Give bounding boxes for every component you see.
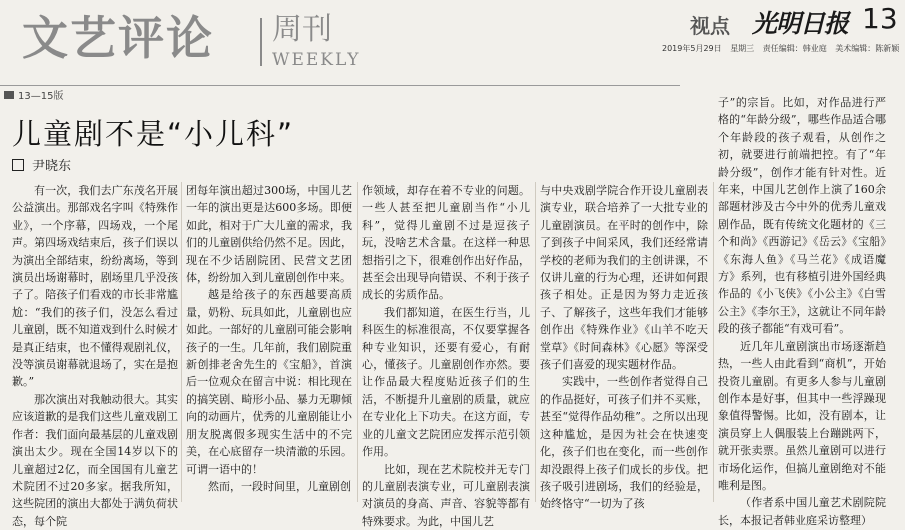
masthead-weekly-en: WEEKLY (272, 50, 360, 70)
column-divider (181, 182, 182, 502)
paragraph: 近几年儿童剧演出市场逐渐趋热，一些人由此看到“商机”，开始投资儿童剧。有更多人参与儿童剧创作本是好事，但其中一些浮躁现象值得警惕。比如，没有剧本，让演员穿上人偶服装上台蹦跳两下，就开张卖票。虽然儿童剧可以进行市场化运作，但搞儿童剧绝对不能唯利是图。 (718, 338, 886, 495)
paragraph: 我们都知道，在医生行当，儿科医生的标准很高，不仅要掌握各种专业知识，还要有爱心，有耐心，懂孩子。儿童剧创作亦然。要让作品最大程度贴近孩子们的生活，不断提升儿童剧的质量，就应在专业化上下功夫。在这方面，专业的儿童文艺院团应发挥示范引领作用。 (362, 304, 530, 461)
paragraph: 那次演出对我触动很大。其实应该道歉的是我们这些儿童戏剧工作者：我们面向最基层的儿童戏剧演出太少。现在全国14岁以下的儿童超过2亿，而全国国有儿童艺术院团不过20多家。据我所知，这些院团的演出大都处于满负荷状态，每个院 (12, 391, 178, 530)
paragraph: 有一次，我们去广东茂名开展公益演出。那部戏名字叫《特殊作业》，一个序幕，四场戏，一个尾声。第四场戏结束后，孩子们误以为演出全部结束，纷纷离场，等到演员出场谢幕时，剧场里几乎没孩子了。陪孩子们看戏的市长非常尴尬：“我们的孩子们，没怎么看过儿童剧，既不知道戏到什么时候才是真正结束，也不懂得观剧礼仪，没等演员谢幕就退场了，实在是抱歉。” (12, 182, 178, 391)
masthead-title: 文艺评论 (22, 10, 214, 66)
page-range-tag (4, 87, 63, 102)
page-number: 13 (862, 2, 898, 35)
article-column-4 (540, 182, 708, 502)
paragraph: 然而，一段时间里，儿童剧创 (186, 478, 352, 495)
byline-box-icon (12, 159, 24, 171)
paragraph: 比如，现在艺术院校并无专门的儿童剧表演专业，可儿童剧表演对演员的身高、声音、容貌等都有特殊要求。为此，中国儿艺 (362, 461, 530, 530)
article-author: 尹晓东 (32, 159, 71, 174)
column-divider (713, 182, 714, 502)
section-label: 视点 (690, 10, 730, 39)
issue-weekday: 星期三 (730, 44, 754, 53)
page-range-marker-icon (4, 91, 14, 99)
page-range-label: 13—15版 (18, 87, 63, 102)
paragraph: 团每年演出超过300场，中国儿艺一年的演出更是达600多场。即便如此，相对于广大儿童的需求，我们的儿童剧供给仍然不足。因此，现在不少话剧院团、民营文艺团体，纷纷加入到儿童剧创作中来。 (186, 182, 352, 286)
paragraph: 作领域，却存在着不专业的问题。一些人甚至把儿童剧当作“小儿科”，觉得儿童剧不过是逗孩子玩，没啥艺术含量。在这样一种思想指引之下，很难创作出好作品，甚至会出现导向错误、不利于孩子成长的劣质作品。 (362, 182, 530, 304)
author-note: （作者系中国儿童艺术剧院院长，本报记者韩业庭采访整理） (718, 494, 886, 529)
paragraph: 越是给孩子的东西越要高质量，奶粉、玩具如此，儿童剧也应如此。一部好的儿童剧可能会影响孩子的一生。几年前，我们剧院重新创排老舍先生的《宝船》，首演后一位观众在留言中说：相比现在的搞笑剧、畸形小品、暴力无聊倾向的动画片，优秀的儿童剧能让小朋友脱离假多现实生活中的不完美，在心底留存一块清澈的乐园。可谓一语中的！ (186, 286, 352, 477)
header-rule (0, 85, 680, 86)
column-divider (357, 182, 358, 502)
article-column-5 (718, 94, 886, 502)
paragraph: 与中央戏剧学院合作开设儿童剧表演专业，联合培养了一大批专业的儿童剧演员。在平时的创作中，除了到孩子中间采风，我们还经常请学校的老师为我们的主创讲课，不仅讲儿童的行为心理，还讲如何跟孩子相处。正是因为努力走近孩子、了解孩子，这些年我们才能够创作出《特殊作业》《山羊不吃天堂草》《时间森林》《心愿》等深受孩子们喜爱的现实题材作品。 (540, 182, 708, 373)
art-editor-credit: 美术编辑：陈新颖 (835, 44, 899, 53)
article-byline (12, 155, 71, 174)
article-column-2 (186, 182, 352, 502)
masthead-divider (260, 18, 262, 66)
masthead-weekly-cn: 周刊 (272, 10, 332, 50)
issue-date: 2019年5月29日 (662, 44, 722, 53)
article-column-3 (362, 182, 530, 502)
article-headline: 儿童剧不是“小儿科” (12, 112, 294, 153)
article-column-1 (12, 182, 178, 502)
paragraph: 子”的宗旨。比如，对作品进行严格的“年龄分级”，哪些作品适合哪个年龄段的孩子观看，从创作之初，就要进行前端把控。有了“年龄分级”，创作才能有针对性。近年来，中国儿艺创作上演了160余部题材涉及古今中外的优秀儿童戏剧作品，既有传统文化题材的《三个和尚》《西游记》《岳云》《宝船》《东海人鱼》《马兰花》《成语魔方》系列，也有移植引进外国经典作品的《小飞侠》《小公主》《白雪公主》《李尔王》，这就让不同年龄段的孩子都能“有戏可看”。 (718, 94, 886, 338)
newspaper-logo: 光明日报 (752, 4, 848, 40)
column-divider (535, 182, 536, 502)
paragraph: 实践中，一些创作者觉得自己的作品挺好，可孩子们并不买账，甚至“觉得作品幼稚”。之所以出现这种尴尬，是因为社会在快速变化，孩子们也在变化，而一些创作却没跟得上孩子们成长的步伐。把孩子吸引进剧场，我们的经验是，始终恪守“一切为了孩 (540, 373, 708, 512)
editor-credit: 责任编辑：韩业庭 (763, 44, 827, 53)
issue-meta (662, 43, 905, 54)
